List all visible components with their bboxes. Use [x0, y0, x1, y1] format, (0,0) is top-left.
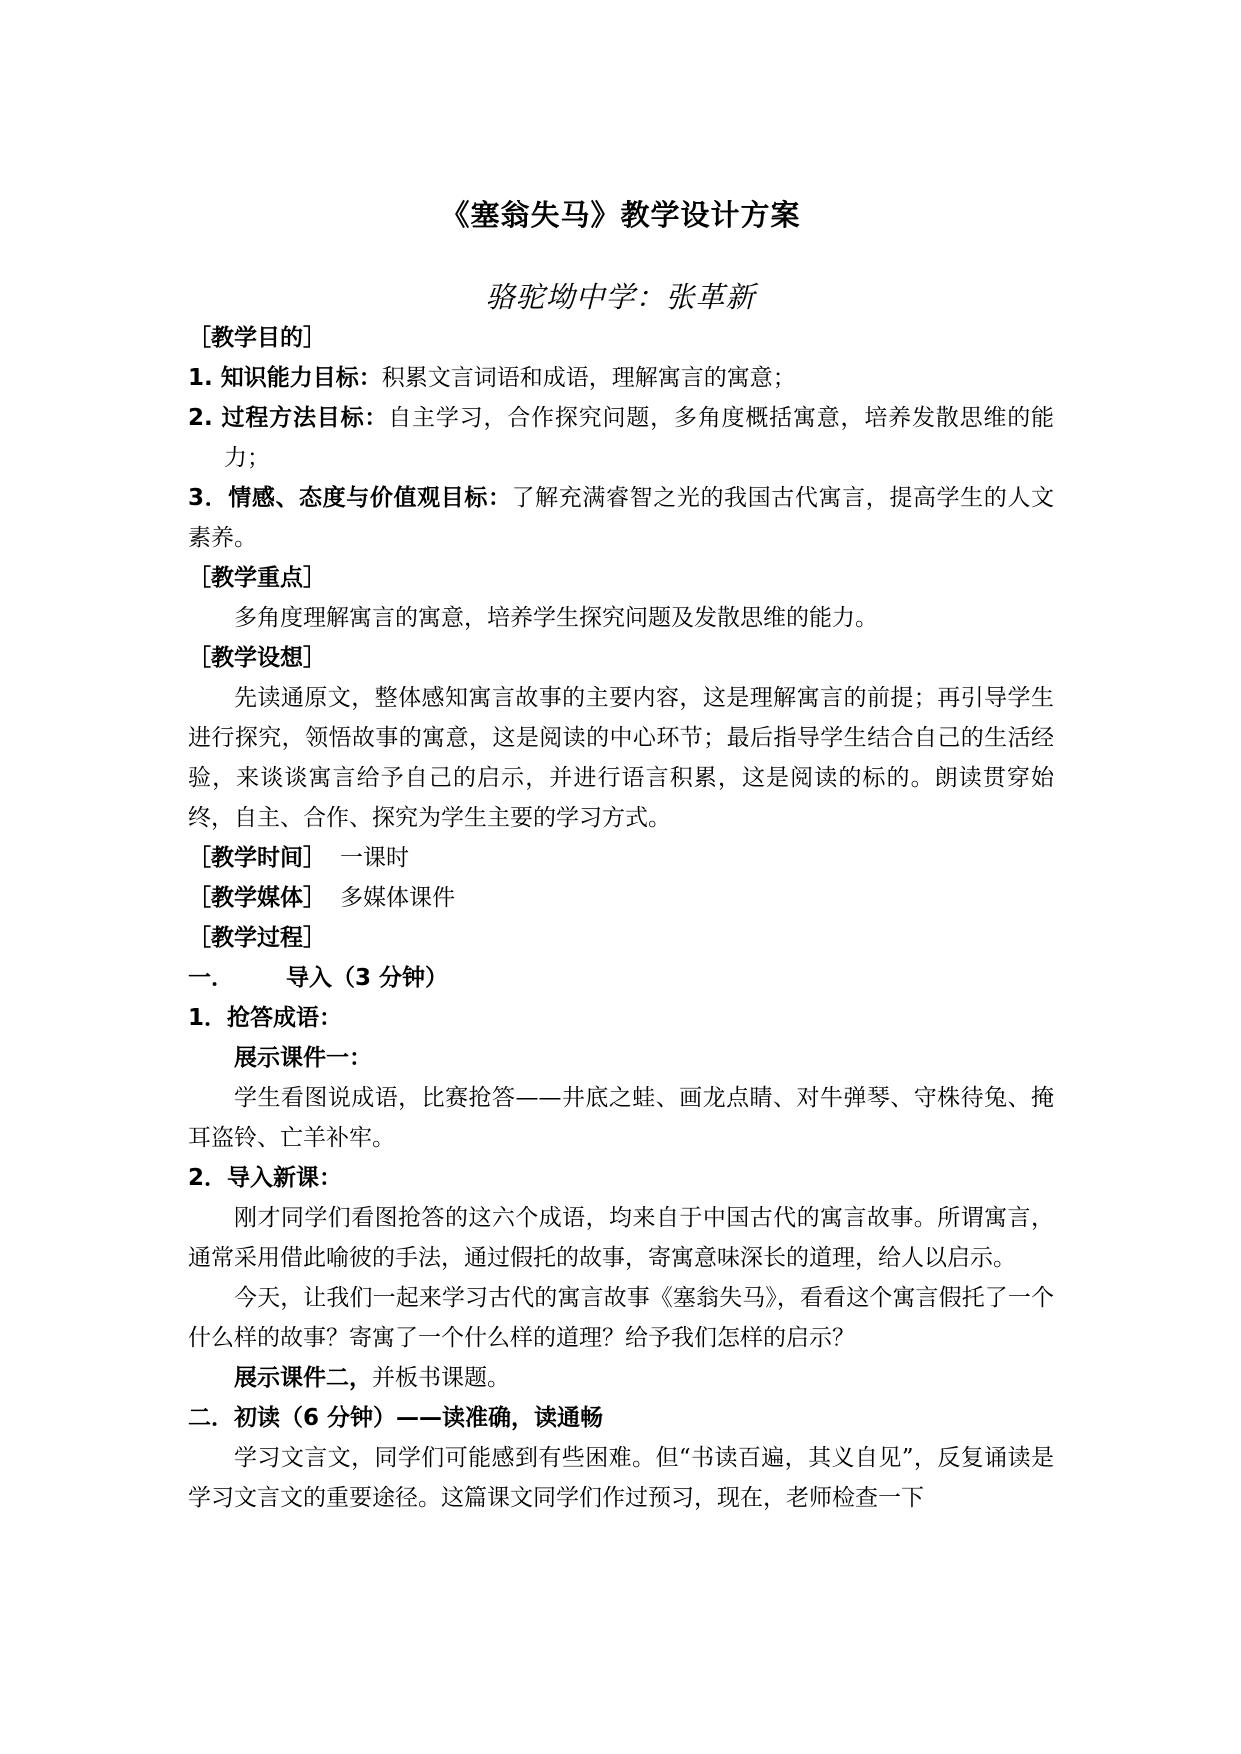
- step-2-label: 2．导入新课：: [188, 1165, 343, 1191]
- objective-item: [188, 398, 1054, 478]
- courseware-2-line: [188, 1358, 1054, 1398]
- courseware-2-label: 展示课件二，: [234, 1365, 372, 1391]
- courseware-2-text: 并板书课题。: [372, 1365, 510, 1391]
- key-point-text: 多角度理解寓言的寓意，培养学生探究问题及发散思维的能力。: [234, 605, 878, 631]
- objective-text: 积累文言词语和成语，理解寓言的寓意；: [381, 365, 796, 391]
- document-body: [188, 318, 1054, 1518]
- section-2-text: 学习文言文，同学们可能感到有些困难。但“书读百遍，其义自见”，反复诵读是学习文言文的重要途径。这篇课文同学们作过预习，现在，老师检查一下: [188, 1445, 1054, 1511]
- section-1-title: 导入（3 分钟）: [286, 965, 449, 991]
- media-heading: ［教学媒体］: [188, 885, 326, 911]
- concept-heading: ［教学设想］: [188, 645, 326, 671]
- objective-label: 1. 知识能力目标：: [188, 365, 382, 391]
- media-line: [188, 878, 1054, 918]
- step-1-label: 1．抢答成语：: [188, 1005, 343, 1031]
- step-2-text-1: 刚才同学们看图抢答的这六个成语，均来自于中国古代的寓言故事。所谓寓言，通常采用借此喻彼的手法，通过假托的故事，寄寓意味深长的道理，给人以启示。: [188, 1205, 1054, 1271]
- objective-item: [188, 478, 1054, 558]
- process-heading: ［教学过程］: [188, 925, 326, 951]
- section-1-number: 一．: [188, 965, 234, 991]
- objective-item: [188, 358, 1054, 398]
- time-heading: ［教学时间］: [188, 845, 326, 871]
- document-title: 《塞翁失马》教学设计方案: [440, 198, 801, 232]
- author-line: 骆驼坳中学：张革新: [485, 280, 756, 314]
- concept-text: 先读通原文，整体感知寓言故事的主要内容，这是理解寓言的前提；再引导学生进行探究，领悟故事的寓意，这是阅读的中心环节；最后指导学生结合自己的生活经验，来谈谈寓言给予自己的启示，并进行语言积累，这是阅读的标的。朗读贯穿始终，自主、合作、探究为学生主要的学习方式。: [188, 685, 1054, 831]
- step-1-text: 学生看图说成语，比赛抢答——井底之蛙、画龙点睛、对牛弹琴、守株待兔、掩耳盗铃、亡羊补牢。: [188, 1085, 1054, 1151]
- section-1-heading: [188, 958, 1054, 998]
- time-line: [188, 838, 1054, 878]
- step-2-text-2: 今天，让我们一起来学习古代的寓言故事《塞翁失马》，看看这个寓言假托了一个什么样的故事？寄寓了一个什么样的道理？给予我们怎样的启示？: [188, 1285, 1054, 1351]
- objective-label: 3．情感、态度与价值观目标：: [188, 485, 512, 511]
- media-value: 多媒体课件: [340, 885, 455, 911]
- section-2-heading: 二．初读（6 分钟）——读准确，读通畅: [188, 1405, 604, 1431]
- courseware-1-label: 展示课件一：: [234, 1045, 372, 1071]
- objective-label: 2. 过程方法目标：: [188, 405, 389, 431]
- time-value: 一课时: [340, 845, 409, 871]
- objectives-heading: ［教学目的］: [188, 325, 326, 351]
- key-point-heading: ［教学重点］: [188, 565, 326, 591]
- objective-text: 自主学习，合作探究问题，多角度概括寓意，培养发散思维的能力；: [224, 405, 1055, 471]
- objective-text: 了解充满睿智之光的我国古代寓言，提高学生的人文素养。: [188, 485, 1054, 551]
